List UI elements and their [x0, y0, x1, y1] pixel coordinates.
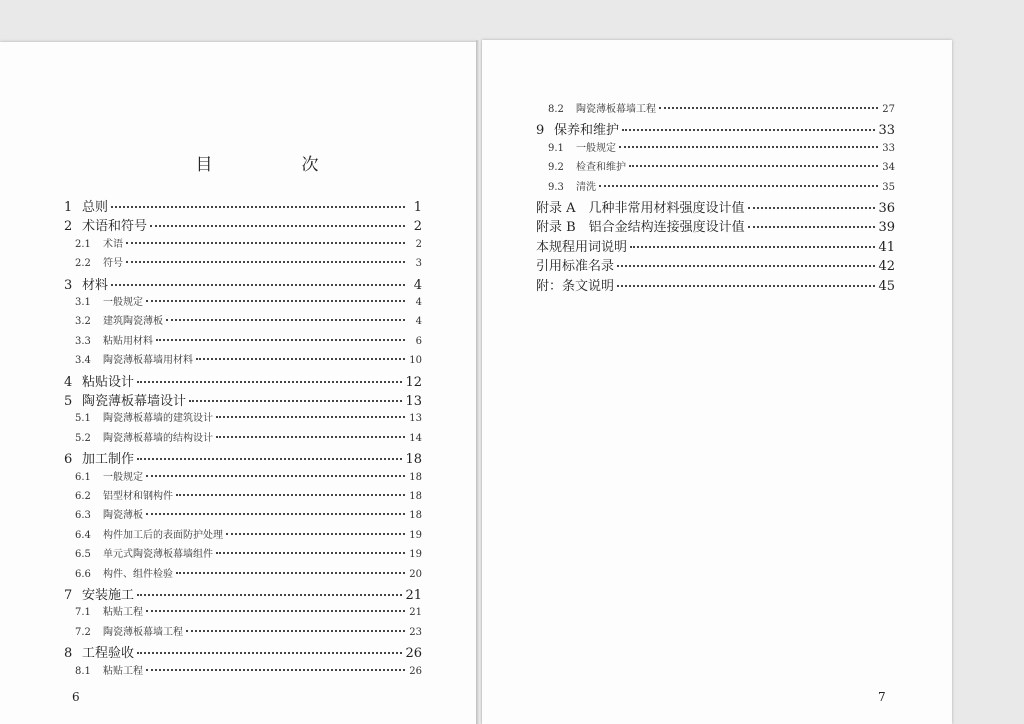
- leader-dots: [599, 185, 878, 187]
- toc-entry: [75, 506, 422, 521]
- toc-entry: [536, 197, 895, 216]
- toc-entry-number: 3: [64, 277, 73, 293]
- toc-entry-number: 6.1: [75, 471, 91, 483]
- leader-dots: [226, 533, 405, 535]
- leader-dots: [617, 285, 875, 287]
- toc-entry-page: 4: [413, 277, 422, 293]
- toc-title: 目 次: [195, 155, 355, 175]
- toc-entry-number: 9.1: [548, 142, 564, 154]
- toc-entry-number: 1: [64, 200, 73, 215]
- toc-entry-label: 保养和维护: [554, 123, 620, 139]
- toc-entry: [536, 255, 895, 274]
- toc-entry-page: 13: [405, 394, 422, 409]
- toc-entry-page: 4: [415, 316, 422, 328]
- toc-entry-page: 34: [882, 162, 895, 174]
- leader-dots: [659, 107, 878, 109]
- toc-entry-label: 粘贴工程: [103, 665, 143, 677]
- toc-entry-label: 粘贴工程: [103, 607, 143, 619]
- leader-dots: [146, 669, 405, 671]
- toc-entry-number: 6.3: [75, 510, 91, 522]
- toc-entry: [64, 274, 422, 293]
- leader-dots: [216, 436, 405, 438]
- toc-entry-label: 构件加工后的表面防护处理: [103, 529, 223, 541]
- toc-entry-page: 23: [409, 626, 422, 638]
- toc-entry-label: 建筑陶瓷薄板: [103, 316, 163, 328]
- toc-entry-number: 3.1: [75, 297, 91, 308]
- leader-dots: [111, 284, 405, 286]
- toc-entry-label: 术语和符号: [82, 219, 148, 235]
- toc-entry-page: 21: [405, 588, 422, 603]
- toc-entry-page: 13: [409, 413, 422, 425]
- toc-entry-number: 7.1: [75, 607, 91, 619]
- toc-entry: [536, 236, 895, 255]
- toc-entry: [64, 390, 422, 409]
- leader-dots: [156, 339, 405, 341]
- leader-dots: [111, 206, 405, 208]
- toc-entry: [64, 642, 422, 661]
- toc-entry-number: 2.1: [75, 238, 91, 250]
- toc-entry-label: 单元式陶瓷薄板幕墙组件: [103, 549, 213, 561]
- toc-entry-page: 21: [409, 607, 422, 619]
- toc-entry: [64, 215, 422, 234]
- toc-entry-page: 20: [409, 568, 422, 580]
- toc-entry-page: 2: [415, 238, 422, 250]
- leader-dots: [176, 494, 405, 496]
- toc-entry-page: 19: [409, 549, 422, 561]
- leader-dots: [150, 225, 405, 227]
- toc-entry-number: 3.3: [75, 335, 91, 347]
- toc-entry-number: 9.2: [548, 162, 564, 174]
- toc-entry: [536, 119, 895, 138]
- toc-entry-page: 10: [409, 355, 422, 367]
- leader-dots: [630, 246, 875, 248]
- toc-entry-number: 5: [64, 394, 73, 409]
- toc-entry-label: 陶瓷薄板幕墙设计: [82, 394, 187, 409]
- toc-entry: [536, 275, 895, 294]
- toc-entry-label: 总则: [82, 200, 109, 215]
- toc-entry-page: 3: [415, 258, 422, 270]
- toc-entry: [75, 545, 422, 560]
- toc-entry-page: 12: [405, 374, 422, 390]
- toc-entry-number: 5.2: [75, 432, 91, 444]
- toc-entry-label: 安装施工: [82, 588, 135, 603]
- toc-entry: [75, 351, 422, 366]
- toc-entry-number: 7.2: [75, 626, 91, 638]
- toc-entry-page: 45: [878, 278, 895, 294]
- toc-entry-label: 加工制作: [82, 452, 135, 468]
- toc-entry: [64, 196, 422, 215]
- toc-entry: [75, 254, 422, 269]
- right-page: [482, 40, 952, 724]
- toc-entry: [75, 623, 422, 638]
- toc-entry: [75, 526, 422, 541]
- leader-dots: [146, 475, 405, 477]
- toc-entry-label: 检查和维护: [576, 162, 626, 174]
- toc-entry-label: 铝型材和钢构件: [103, 491, 173, 502]
- leader-dots: [137, 458, 402, 460]
- toc-entry-number: 2: [64, 219, 73, 235]
- toc-entry-page: 19: [409, 529, 422, 541]
- toc-entry-number: 6.6: [75, 568, 91, 580]
- toc-entry: [548, 139, 895, 154]
- toc-entry-page: 33: [882, 142, 895, 154]
- toc-entry: [75, 603, 422, 618]
- toc-entry-label: 工程验收: [82, 646, 135, 662]
- toc-entry-label: 引用标准名录: [536, 259, 615, 275]
- toc-entry-label: 本规程用词说明: [536, 239, 628, 255]
- toc-entry-label: 一般规定: [576, 142, 616, 154]
- toc-entry: [75, 487, 422, 502]
- toc-entry-label: 一般规定: [103, 471, 143, 483]
- toc-entry-label: 符号: [103, 258, 123, 270]
- toc-entry-number: 2.2: [75, 258, 91, 270]
- toc-entry-number: 8.2: [548, 104, 564, 115]
- leader-dots: [137, 652, 402, 654]
- toc-entry-number: 4: [64, 374, 73, 390]
- leader-dots: [216, 552, 405, 554]
- toc-entry-label: 陶瓷薄板幕墙工程: [103, 626, 183, 638]
- toc-entry-label: 附：条文说明: [536, 278, 615, 294]
- toc-entry-label: 陶瓷薄板幕墙的建筑设计: [103, 413, 213, 425]
- toc-entry: [75, 409, 422, 424]
- leader-dots: [176, 572, 405, 574]
- toc-entry-page: 41: [878, 239, 895, 255]
- leader-dots: [629, 165, 878, 167]
- toc-entry-label: 清洗: [576, 181, 596, 193]
- toc-entry: [75, 312, 422, 327]
- toc-entry-number: 9.3: [548, 181, 564, 193]
- toc-entry-number: 3.4: [75, 355, 91, 367]
- toc-entry-page: 14: [409, 432, 422, 444]
- toc-entry: [548, 100, 895, 115]
- toc-entry: [75, 429, 422, 444]
- toc-entry-page: 18: [409, 491, 422, 502]
- leader-dots: [189, 400, 402, 402]
- left-page-number: 6: [72, 690, 80, 704]
- toc-entry-page: 4: [415, 297, 422, 308]
- right-page-number: 7: [878, 690, 886, 704]
- toc-entry: [75, 662, 422, 677]
- toc-entry: [548, 178, 895, 193]
- toc-entry-number: 9: [536, 123, 545, 139]
- toc-entry-label: 材料: [82, 277, 109, 293]
- leader-dots: [216, 416, 405, 418]
- leader-dots: [126, 261, 405, 263]
- left-page: [0, 42, 478, 724]
- toc-entry: [536, 216, 895, 235]
- toc-entry-page: 27: [882, 104, 895, 115]
- toc-entry-number: 6: [64, 452, 73, 468]
- toc-entry: [75, 468, 422, 483]
- toc-entry-label: 陶瓷薄板幕墙用材料: [103, 355, 193, 367]
- leader-dots: [196, 358, 405, 360]
- leader-dots: [137, 594, 402, 596]
- toc-entry-label: 粘贴设计: [82, 374, 135, 390]
- toc-entry-page: 18: [409, 471, 422, 483]
- toc-entry-label: 陶瓷薄板幕墙的结构设计: [103, 432, 213, 444]
- toc-entry: [75, 332, 422, 347]
- toc-entry-number: 3.2: [75, 316, 91, 328]
- toc-entry-label: 粘贴用材料: [103, 335, 153, 347]
- leader-dots: [146, 513, 405, 515]
- leader-dots: [619, 146, 878, 148]
- toc-entry: [64, 448, 422, 467]
- toc-entry-page: 33: [878, 123, 895, 139]
- toc-entry-page: 36: [878, 201, 895, 216]
- toc-entry-page: 39: [878, 220, 895, 236]
- toc-entry-page: 6: [415, 335, 422, 347]
- toc-entry-number: 6.4: [75, 529, 91, 541]
- toc-entry-label: 附录 B 铝合金结构连接强度设计值: [536, 220, 745, 236]
- toc-entry-page: 26: [409, 665, 422, 677]
- leader-dots: [186, 630, 405, 632]
- toc-entry-page: 42: [878, 259, 895, 275]
- leader-dots: [617, 265, 875, 267]
- toc-entry: [75, 235, 422, 250]
- toc-entry-page: 18: [405, 452, 422, 468]
- leader-dots: [137, 381, 402, 383]
- toc-entry-label: 附录 A 几种非常用材料强度设计值: [536, 201, 745, 216]
- leader-dots: [622, 129, 875, 131]
- toc-entry-number: 8: [64, 646, 73, 662]
- toc-entry-label: 陶瓷薄板: [103, 510, 143, 522]
- toc-entry-label: 术语: [103, 238, 123, 250]
- leader-dots: [126, 242, 405, 244]
- toc-entry-page: 26: [405, 646, 422, 662]
- toc-entry-page: 18: [409, 510, 422, 522]
- toc-entry-page: 2: [413, 219, 422, 235]
- toc-entry-page: 35: [882, 181, 895, 193]
- leader-dots: [748, 226, 876, 228]
- toc-entry-label: 一般规定: [103, 297, 143, 308]
- leader-dots: [146, 610, 405, 612]
- toc-entry: [64, 584, 422, 603]
- toc-entry: [64, 371, 422, 390]
- toc-entry-label: 构件、组件检验: [103, 568, 173, 580]
- toc-entry: [75, 565, 422, 580]
- leader-dots: [146, 300, 405, 302]
- toc-entry-page: 1: [413, 200, 422, 215]
- toc-entry-number: 8.1: [75, 665, 91, 677]
- toc-entry-number: 7: [64, 588, 73, 603]
- toc-entry: [75, 293, 422, 308]
- toc-entry-number: 5.1: [75, 413, 91, 425]
- toc-entry: [548, 158, 895, 173]
- toc-entry-number: 6.5: [75, 549, 91, 561]
- leader-dots: [166, 319, 405, 321]
- leader-dots: [748, 207, 876, 209]
- toc-entry-number: 6.2: [75, 491, 91, 502]
- toc-entry-label: 陶瓷薄板幕墙工程: [576, 104, 656, 115]
